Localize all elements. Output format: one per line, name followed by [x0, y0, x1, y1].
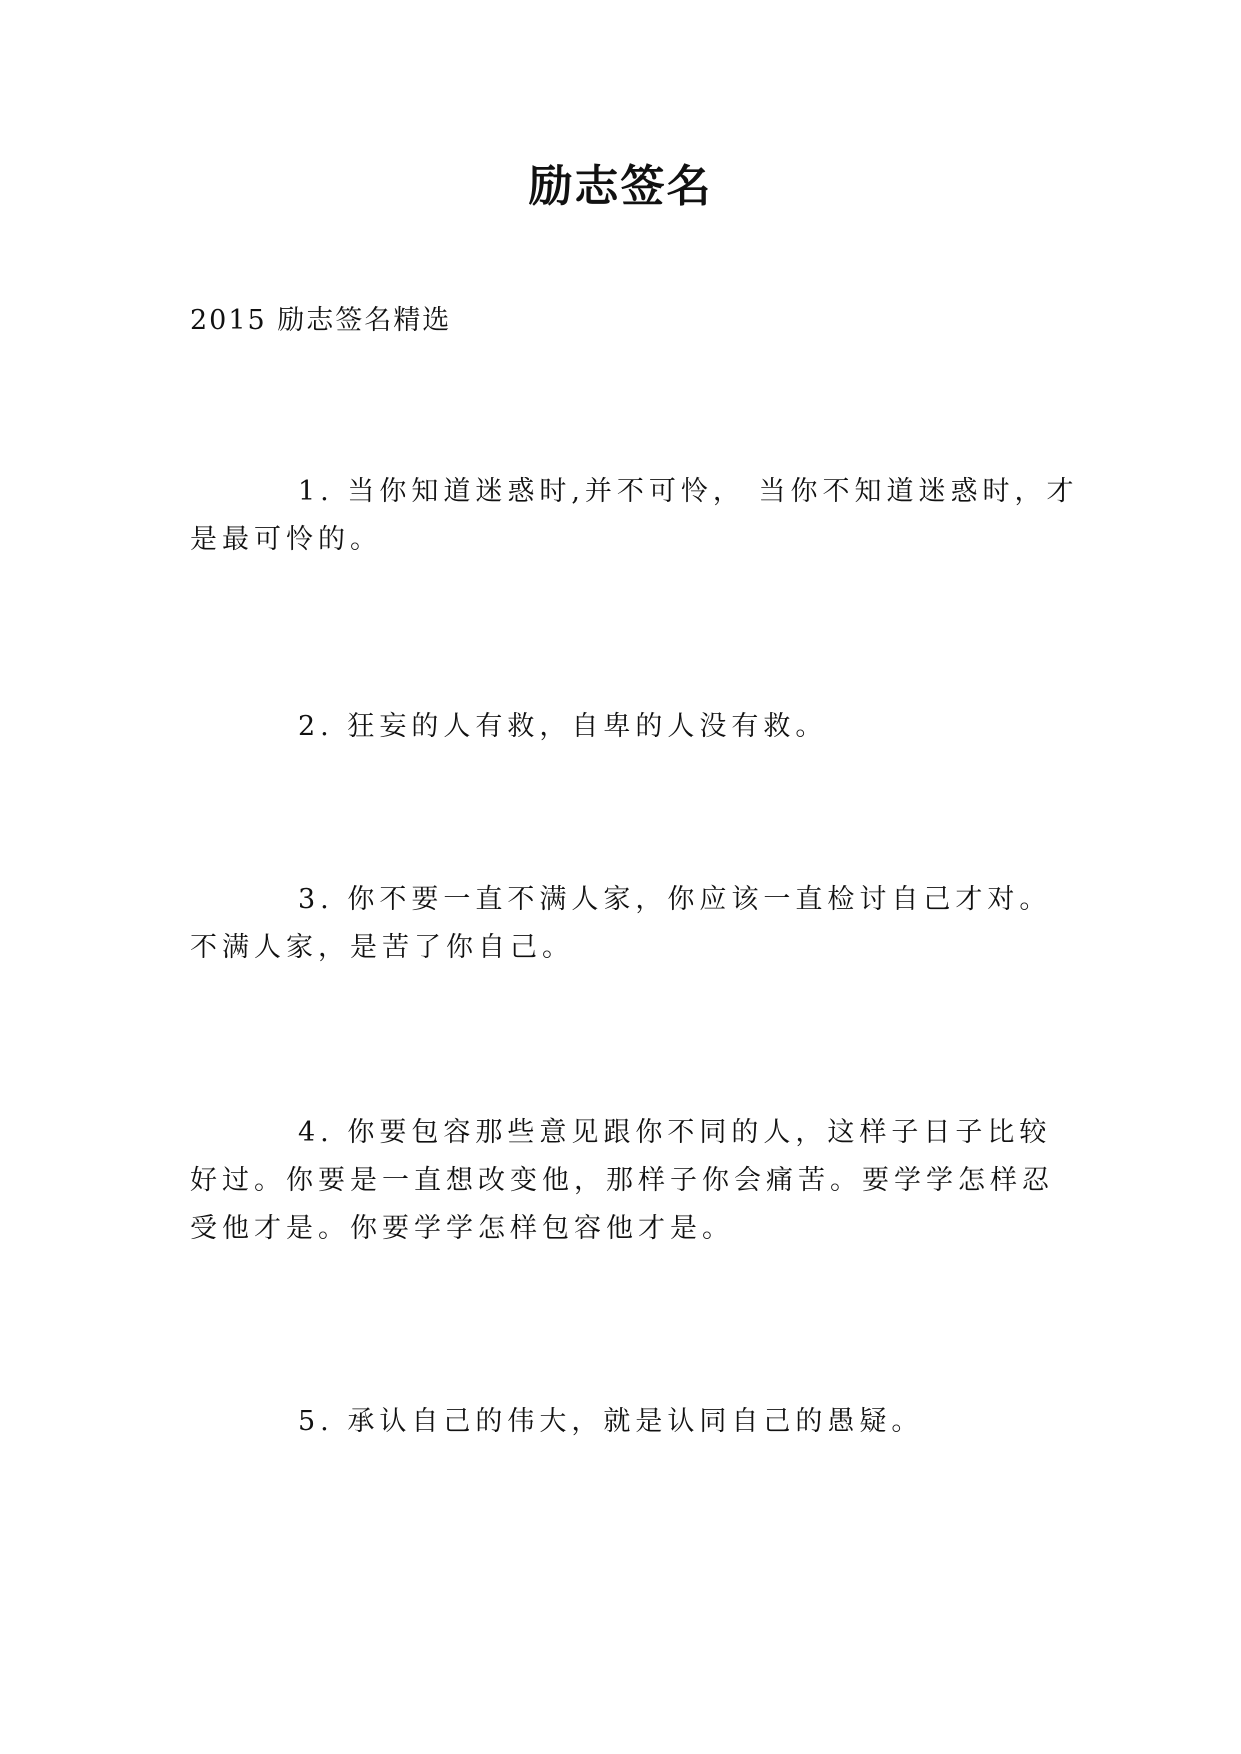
quote-item-4: 4. 你要包容那些意见跟你不同的人，这样子日子比较好过。你要是一直想改变他，那样子你会痛苦。要学学怎样忍受他才是。你要学学怎样包容他才是。	[190, 1117, 1054, 1244]
document-title: 励志签名	[528, 161, 713, 212]
quote-item-2: 2. 狂妄的人有救，自卑的人没有救。	[298, 711, 828, 742]
quote-item-1: 1. 当你知道迷惑时,并不可怜， 当你不知道迷惑时，才是最可怜的。	[190, 476, 1079, 555]
document-subtitle: 2015 励志签名精选	[190, 305, 452, 336]
quote-item-3: 3. 你不要一直不满人家，你应该一直检讨自己才对。不满人家，是苦了你自己。	[190, 884, 1052, 963]
quote-item-5: 5. 承认自己的伟大，就是认同自己的愚疑。	[298, 1406, 924, 1437]
